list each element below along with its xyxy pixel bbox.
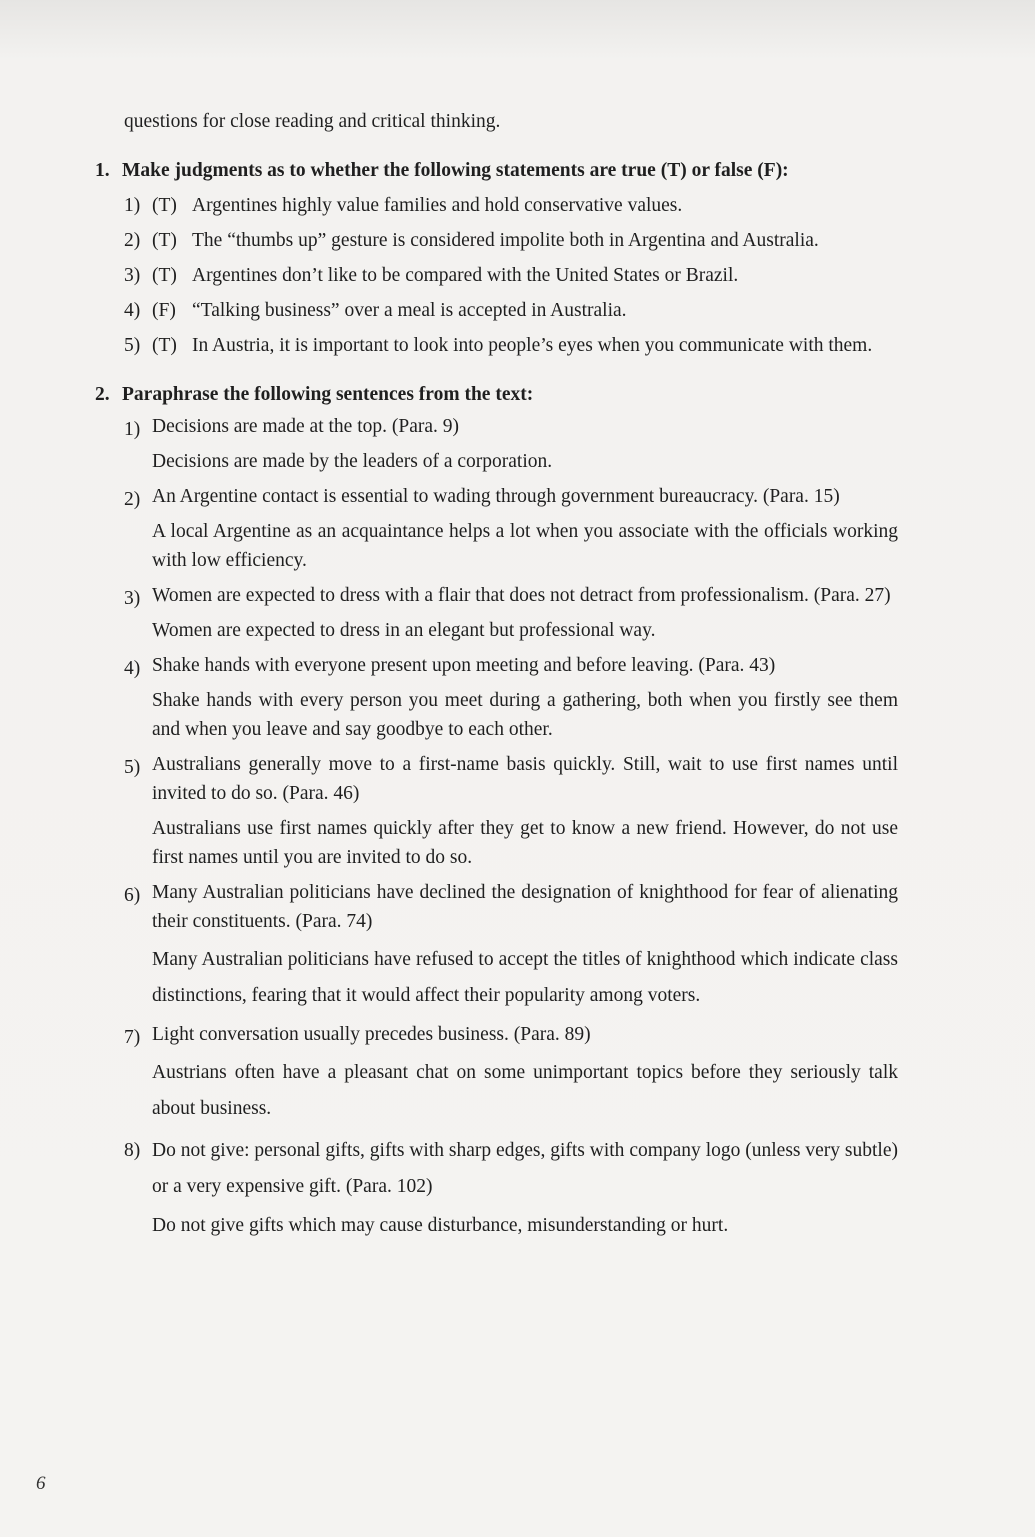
item-answer: A local Argentine as an acquaintance helps a lot when you associate with the officials working with low efficiency.: [152, 521, 898, 571]
true-false-list: [124, 188, 898, 363]
item-quote: An Argentine contact is essential to wading through government bureaucracy. (Para. 15): [152, 486, 840, 507]
item-index: 4): [124, 300, 141, 321]
section-heading-text: Make judgments as to whether the following statements are true (T) or false (F):: [122, 160, 789, 181]
list-item: [124, 258, 898, 293]
list-item: [124, 1020, 898, 1133]
item-answer: Women are expected to dress in an elegant but professional way.: [152, 620, 656, 641]
item-index: 5): [124, 757, 141, 778]
item-quote: Light conversation usually precedes business. (Para. 89): [152, 1024, 591, 1045]
item-body: [152, 1133, 898, 1246]
item-quote: Australians generally move to a first-name basis quickly. Still, wait to use first names until invited to do so. (Para. 46): [152, 754, 898, 804]
list-item: [124, 878, 898, 1020]
item-answer: (T): [152, 335, 177, 356]
list-item: [124, 328, 898, 363]
item-body: [152, 651, 898, 750]
page-number: 6: [36, 1473, 46, 1494]
item-answer: (T): [152, 230, 177, 251]
item-body: [152, 581, 898, 651]
item-answer: Many Australian politicians have refused to accept the titles of knighthood which indicate class distinctions, fearing that it would affect their popularity among voters.: [152, 949, 898, 1006]
section-heading: [95, 377, 898, 412]
list-item: [124, 482, 898, 581]
item-index: 3): [124, 588, 141, 609]
item-body: [152, 482, 898, 581]
section-true-false: [95, 153, 898, 363]
item-index: 7): [124, 1027, 141, 1048]
item-answer: (T): [152, 265, 177, 286]
section-heading: [95, 153, 898, 188]
item-statement: In Austria, it is important to look into people’s eyes when you communicate with them.: [192, 335, 873, 356]
list-item: [124, 581, 898, 651]
item-body: [152, 878, 898, 1020]
item-answer: (T): [152, 195, 177, 216]
item-index: 1): [124, 419, 141, 440]
item-quote: Many Australian politicians have declined the designation of knighthood for fear of alienating their constituents. (Para. 74): [152, 882, 898, 932]
item-index: 1): [124, 195, 141, 216]
item-index: 6): [124, 885, 141, 906]
item-quote: Women are expected to dress with a flair that does not detract from professionalism. (Para. 27): [152, 585, 891, 606]
item-answer: Australians use first names quickly after they get to know a new friend. However, do not use first names until you are invited to do so.: [152, 818, 898, 868]
section-heading-text: Paraphrase the following sentences from the text:: [122, 384, 534, 405]
list-item: [124, 223, 898, 258]
section-number: 2.: [95, 384, 110, 405]
section-paraphrase: [95, 377, 898, 1246]
item-body: [152, 1020, 898, 1133]
item-quote: Shake hands with everyone present upon meeting and before leaving. (Para. 43): [152, 655, 776, 676]
item-statement: Argentines highly value families and hold conservative values.: [192, 195, 683, 216]
item-index: 5): [124, 335, 141, 356]
item-index: 2): [124, 230, 141, 251]
list-item: [124, 412, 898, 482]
item-answer: Decisions are made by the leaders of a corporation.: [152, 451, 553, 472]
paraphrase-list: [124, 412, 898, 1246]
item-body: [152, 750, 898, 878]
item-answer: Austrians often have a pleasant chat on some unimportant topics before they seriously talk about business.: [152, 1062, 898, 1119]
item-body: [152, 412, 898, 482]
page-content: [95, 104, 898, 1246]
list-item: [124, 188, 898, 223]
intro-line: questions for close reading and critical thinking.: [124, 111, 501, 132]
item-answer: (F): [152, 300, 176, 321]
item-quote: Decisions are made at the top. (Para. 9): [152, 416, 460, 437]
list-item: [124, 293, 898, 328]
item-index: 3): [124, 265, 141, 286]
item-statement: “Talking business” over a meal is accepted in Australia.: [192, 300, 627, 321]
list-item: [124, 1133, 898, 1246]
item-statement: The “thumbs up” gesture is considered impolite both in Argentina and Australia.: [192, 230, 819, 251]
item-index: 2): [124, 489, 141, 510]
item-index: 8): [124, 1140, 141, 1161]
item-statement: Argentines don’t like to be compared with the United States or Brazil.: [192, 265, 739, 286]
item-quote: Do not give: personal gifts, gifts with sharp edges, gifts with company logo (unless very subtle) or a very expensive gift. (Para. 102): [152, 1140, 898, 1197]
list-item: [124, 750, 898, 878]
item-answer: Do not give gifts which may cause disturbance, misunderstanding or hurt.: [152, 1215, 729, 1236]
section-number: 1.: [95, 160, 110, 181]
item-answer: Shake hands with every person you meet during a gathering, both when you firstly see them and when you leave and say goodbye to each other.: [152, 690, 898, 740]
item-index: 4): [124, 658, 141, 679]
list-item: [124, 651, 898, 750]
